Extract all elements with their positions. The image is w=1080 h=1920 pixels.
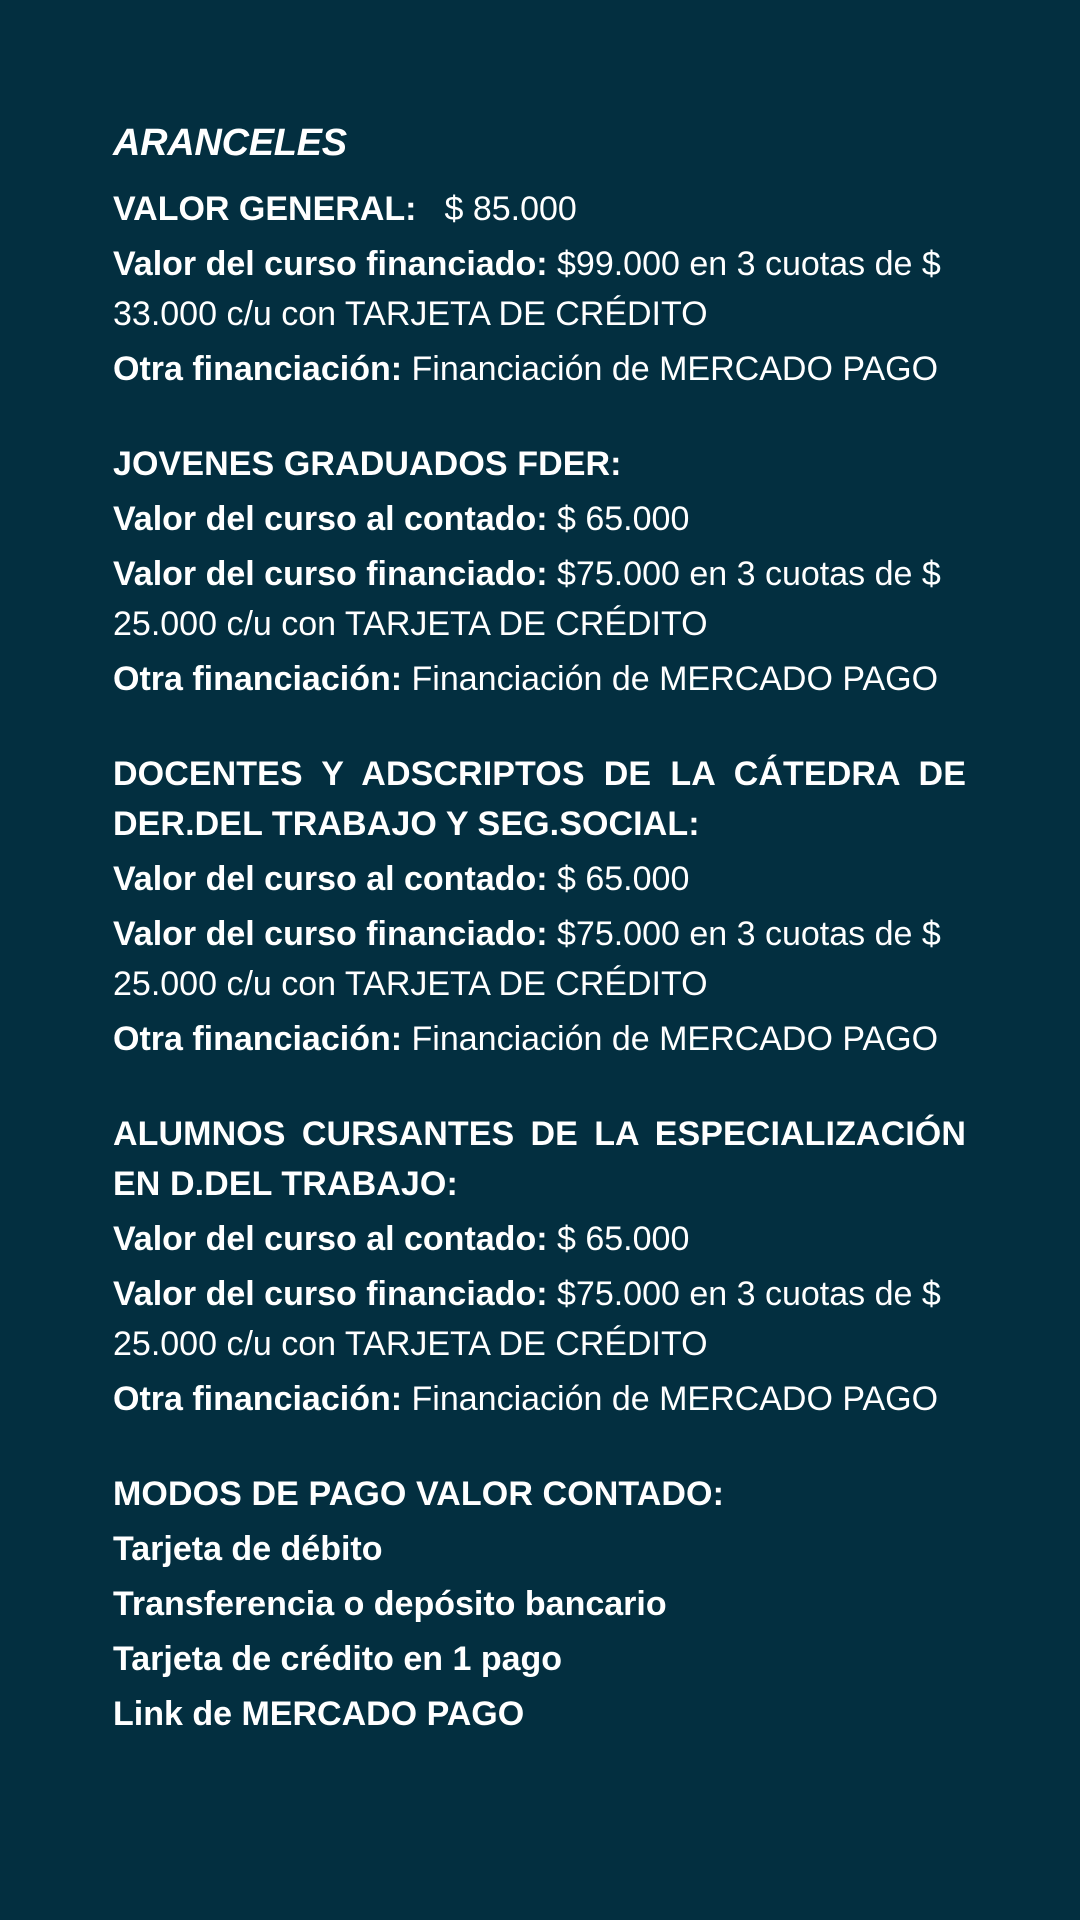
- cash-label: Valor del curso al contado:: [113, 500, 548, 538]
- other-financing-value: Financiación de MERCADO PAGO: [411, 660, 939, 698]
- other-financing-label: Otra financiación:: [113, 350, 403, 388]
- other-financing-value: Financiación de MERCADO PAGO: [411, 350, 939, 388]
- general-price-line: [113, 184, 966, 234]
- financed-price-line: [113, 1269, 966, 1369]
- cash-value: $ 65.000: [557, 1220, 690, 1258]
- page-title: ARANCELES: [113, 122, 347, 164]
- group-section-specialization-students: [113, 1109, 966, 1424]
- other-financing-line: [113, 654, 966, 704]
- financed-label: Valor del curso financiado:: [113, 555, 548, 593]
- payment-method-item: Transferencia o depósito bancario: [113, 1585, 667, 1623]
- financed-value: $75.000 en 3 cuotas de $ 25.000 c/u con TARJETA DE CRÉDITO: [113, 555, 941, 643]
- other-financing-label: Otra financiación:: [113, 660, 403, 698]
- financed-label: Valor del curso financiado:: [113, 245, 548, 283]
- general-price-value: $ 85.000: [444, 190, 577, 228]
- cash-price-line: [113, 494, 966, 544]
- cash-value: $ 65.000: [557, 500, 690, 538]
- other-financing-line: [113, 1374, 966, 1424]
- group-section-young-graduates: [113, 439, 966, 704]
- group-section-faculty: [113, 749, 966, 1064]
- general-price-section: [113, 184, 966, 394]
- cash-price-line: [113, 854, 966, 904]
- general-price-heading: VALOR GENERAL:: [113, 190, 417, 228]
- other-financing-value: Financiación de MERCADO PAGO: [411, 1020, 939, 1058]
- financed-label: Valor del curso financiado:: [113, 915, 548, 953]
- payment-method-item: Tarjeta de débito: [113, 1530, 383, 1568]
- payment-methods-heading: MODOS DE PAGO VALOR CONTADO:: [113, 1475, 725, 1513]
- financed-price-line: [113, 909, 966, 1009]
- cash-price-line: [113, 1214, 966, 1264]
- cash-label: Valor del curso al contado:: [113, 860, 548, 898]
- general-financed-line: [113, 239, 966, 339]
- cash-label: Valor del curso al contado:: [113, 1220, 548, 1258]
- financed-value: $75.000 en 3 cuotas de $ 25.000 c/u con TARJETA DE CRÉDITO: [113, 1275, 941, 1363]
- payment-methods-section: [113, 1469, 966, 1739]
- financed-value: $99.000 en 3 cuotas de $ 33.000 c/u con TARJETA DE CRÉDITO: [113, 245, 941, 333]
- cash-value: $ 65.000: [557, 860, 690, 898]
- financed-label: Valor del curso financiado:: [113, 1275, 548, 1313]
- group-heading: DOCENTES Y ADSCRIPTOS DE LA CÁTEDRA DE DER.DEL TRABAJO Y SEG.SOCIAL:: [113, 755, 966, 843]
- other-financing-label: Otra financiación:: [113, 1380, 403, 1418]
- group-heading: ALUMNOS CURSANTES DE LA ESPECIALIZACIÓN EN D.DEL TRABAJO:: [113, 1115, 966, 1203]
- group-heading: JOVENES GRADUADOS FDER:: [113, 445, 622, 483]
- other-financing-label: Otra financiación:: [113, 1020, 403, 1058]
- general-other-financing-line: [113, 344, 966, 394]
- financed-price-line: [113, 549, 966, 649]
- other-financing-value: Financiación de MERCADO PAGO: [411, 1380, 939, 1418]
- payment-method-item: Tarjeta de crédito en 1 pago: [113, 1640, 563, 1678]
- other-financing-line: [113, 1014, 966, 1064]
- financed-value: $75.000 en 3 cuotas de $ 25.000 c/u con TARJETA DE CRÉDITO: [113, 915, 941, 1003]
- payment-method-item: Link de MERCADO PAGO: [113, 1695, 525, 1733]
